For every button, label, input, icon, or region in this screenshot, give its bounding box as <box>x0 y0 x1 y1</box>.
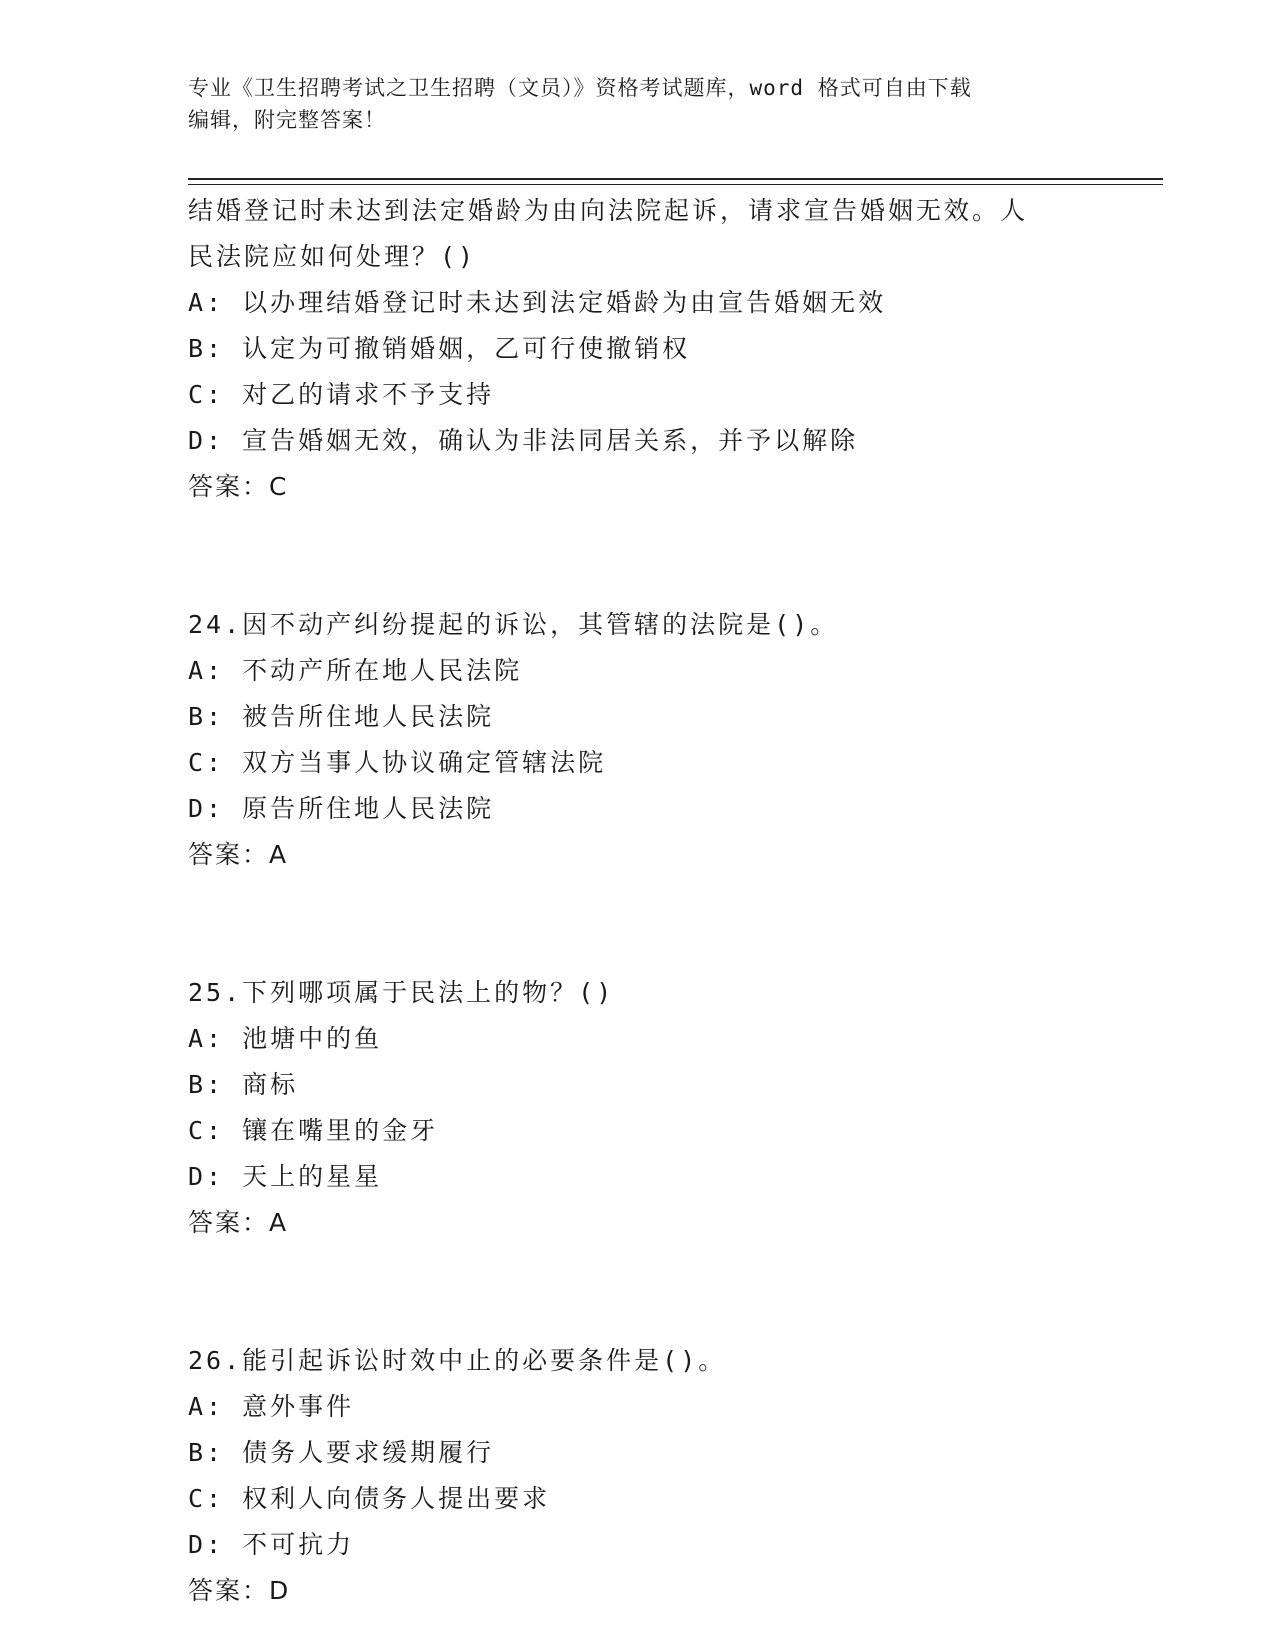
spacer <box>188 878 1088 970</box>
question-text <box>188 188 1088 280</box>
option-b: B: 债务人要求缓期履行 <box>188 1438 495 1467</box>
question-text: 25.下列哪项属于民法上的物？() <box>188 978 615 1007</box>
header-divider-thin <box>188 184 1163 185</box>
question-24 <box>188 602 1088 878</box>
answer: 答案：C <box>188 472 289 501</box>
answer: 答案：A <box>188 1208 289 1237</box>
option-a: A: 不动产所在地人民法院 <box>188 656 523 685</box>
option-c: C: 权利人向债务人提出要求 <box>188 1484 551 1513</box>
option-c: C: 双方当事人协议确定管辖法院 <box>188 748 607 777</box>
option-b: B: 商标 <box>188 1070 299 1099</box>
header-line-2: 编辑，附完整答案！ <box>188 108 386 132</box>
option-c: C: 镶在嘴里的金牙 <box>188 1116 439 1145</box>
answer: 答案：A <box>188 840 289 869</box>
option-a: A: 池塘中的鱼 <box>188 1024 383 1053</box>
option-c: C: 对乙的请求不予支持 <box>188 380 495 409</box>
option-b: B: 被告所住地人民法院 <box>188 702 495 731</box>
option-d: D: 不可抗力 <box>188 1530 355 1559</box>
header-divider-thick <box>188 178 1163 180</box>
option-d: D: 原告所住地人民法院 <box>188 794 495 823</box>
spacer <box>188 1246 1088 1338</box>
question-25 <box>188 970 1088 1246</box>
spacer <box>188 510 1088 602</box>
question-text: 24.因不动产纠纷提起的诉讼，其管辖的法院是()。 <box>188 610 839 639</box>
question-text-line: 结婚登记时未达到法定婚龄为由向法院起诉，请求宣告婚姻无效。人 <box>188 196 1029 225</box>
option-d: D: 天上的星星 <box>188 1162 383 1191</box>
question-23 <box>188 188 1088 510</box>
answer: 答案：D <box>188 1576 291 1605</box>
question-26 <box>188 1338 1088 1614</box>
option-a: A: 以办理结婚登记时未达到法定婚龄为由宣告婚姻无效 <box>188 288 887 317</box>
question-text-line: 民法院应如何处理？() <box>188 242 477 271</box>
option-d: D: 宣告婚姻无效，确认为非法同居关系，并予以解除 <box>188 426 859 455</box>
document-header <box>188 72 1078 136</box>
question-text: 26.能引起诉讼时效中止的必要条件是()。 <box>188 1346 727 1375</box>
option-a: A: 意外事件 <box>188 1392 355 1421</box>
header-line-1: 专业《卫生招聘考试之卫生招聘（文员）》资格考试题库，word 格式可自由下载 <box>188 76 972 100</box>
question-list <box>188 188 1088 1614</box>
option-b: B: 认定为可撤销婚姻，乙可行使撤销权 <box>188 334 691 363</box>
